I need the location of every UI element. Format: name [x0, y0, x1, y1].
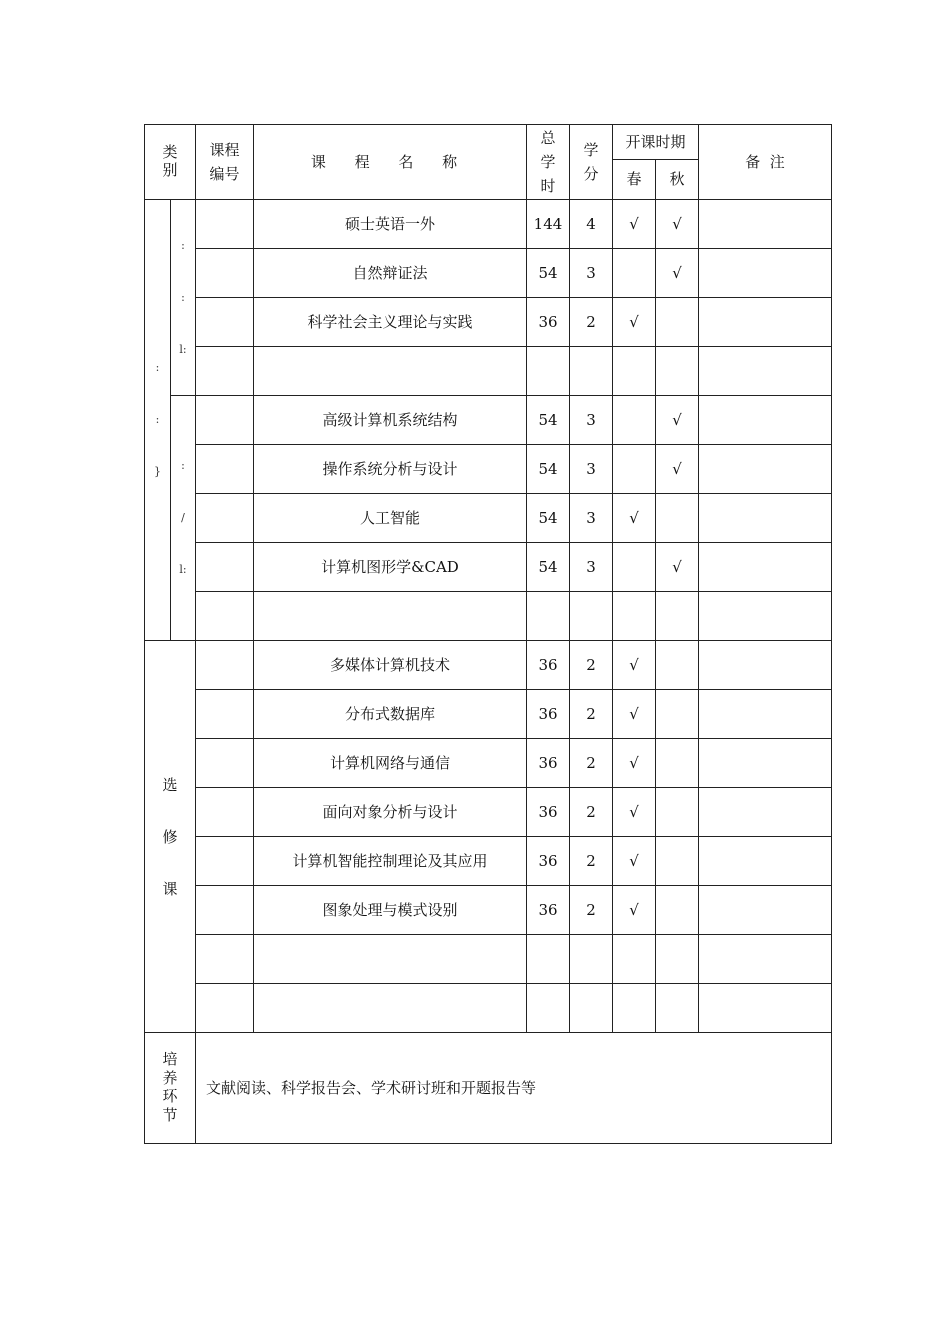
credits-text: 2 — [586, 900, 596, 919]
hours-text: 54 — [538, 263, 558, 282]
credits-text: 2 — [586, 753, 596, 772]
term-header: 开课时期 — [613, 125, 699, 160]
credits-text: 3 — [586, 508, 596, 527]
elective-label-char: 课 — [162, 879, 178, 898]
course-name-text: 计算机图形学&CAD — [321, 557, 459, 576]
spring-text: √ — [629, 508, 639, 527]
course-no-cell — [196, 984, 254, 1033]
course-no-cell — [196, 494, 254, 543]
course-no-cell — [196, 249, 254, 298]
credits-text: 2 — [586, 851, 596, 870]
spring-text: √ — [629, 802, 639, 821]
autumn-cell — [656, 298, 699, 347]
autumn-cell — [656, 886, 699, 935]
remarks-cell — [699, 298, 832, 347]
autumn-text: √ — [672, 459, 682, 478]
course-name-cell — [254, 200, 527, 249]
credits-cell — [570, 347, 613, 396]
course-name-text: 自然辩证法 — [352, 263, 428, 282]
spring-cell — [613, 984, 656, 1033]
hours-cell — [527, 690, 570, 739]
hours-cell — [527, 886, 570, 935]
remarks-cell — [699, 347, 832, 396]
remarks-cell — [699, 543, 832, 592]
spring-text: √ — [629, 851, 639, 870]
autumn-cell — [656, 592, 699, 641]
course-name-cell — [254, 494, 527, 543]
course-name-text: 面向对象分析与设计 — [322, 802, 458, 821]
hours-cell — [527, 347, 570, 396]
course-table — [144, 124, 832, 1144]
hours-text: 36 — [538, 753, 558, 772]
course-name-cell — [254, 249, 527, 298]
remarks-cell — [699, 249, 832, 298]
category-label-fragments — [171, 440, 195, 596]
remarks-cell — [699, 788, 832, 837]
course-no-cell — [196, 445, 254, 494]
credits-cell — [570, 445, 613, 494]
hours-cell — [527, 641, 570, 690]
hours-text: 36 — [538, 312, 558, 331]
table-row — [145, 298, 832, 347]
course-name-text: 分布式数据库 — [344, 704, 435, 723]
hours-cell — [527, 396, 570, 445]
course-name-cell — [254, 837, 527, 886]
hours-cell — [527, 788, 570, 837]
public-course-subcategory — [171, 200, 196, 396]
credits-text: 3 — [586, 557, 596, 576]
credits-cell — [570, 298, 613, 347]
course-no-header: 课程 编号 — [196, 125, 254, 200]
spring-cell — [613, 494, 656, 543]
table-row — [145, 445, 832, 494]
remarks-cell — [699, 396, 832, 445]
hours-cell — [527, 592, 570, 641]
course-name-text: 硕士英语一外 — [344, 214, 435, 233]
table-row — [145, 543, 832, 592]
course-no-cell — [196, 739, 254, 788]
course-no-cell — [196, 837, 254, 886]
remarks-cell — [699, 984, 832, 1033]
table-row — [145, 690, 832, 739]
degree-course-category — [145, 200, 171, 641]
category-label-fragments — [171, 220, 195, 376]
hours-cell — [527, 543, 570, 592]
autumn-cell — [656, 347, 699, 396]
course-name-text: 科学社会主义理论与实践 — [307, 312, 473, 331]
remarks-cell — [699, 445, 832, 494]
autumn-header: 秋 — [656, 160, 699, 200]
credits-text: 4 — [586, 214, 596, 233]
spring-text: √ — [629, 704, 639, 723]
credits-cell — [570, 543, 613, 592]
category-label-fragment: : — [181, 238, 185, 252]
credits-text: 3 — [586, 459, 596, 478]
spring-cell — [613, 347, 656, 396]
spring-cell — [613, 592, 656, 641]
autumn-cell — [656, 249, 699, 298]
course-name-text: 计算机网络与通信 — [329, 753, 450, 772]
course-no-cell — [196, 935, 254, 984]
course-no-cell — [196, 396, 254, 445]
training-label-cell — [145, 1033, 196, 1144]
autumn-text: √ — [672, 263, 682, 282]
credits-header: 学 分 — [570, 125, 613, 200]
credits-cell — [570, 886, 613, 935]
hours-cell — [527, 200, 570, 249]
spring-header: 春 — [613, 160, 656, 200]
credits-text: 2 — [586, 655, 596, 674]
course-name-cell — [254, 690, 527, 739]
autumn-cell — [656, 641, 699, 690]
category-label-fragment: : — [155, 413, 160, 426]
autumn-cell — [656, 200, 699, 249]
table-row — [145, 200, 832, 249]
course-name-cell — [254, 984, 527, 1033]
hours-cell — [527, 837, 570, 886]
hours-cell — [527, 298, 570, 347]
credits-cell — [570, 984, 613, 1033]
remarks-cell — [699, 739, 832, 788]
autumn-cell — [656, 543, 699, 592]
credits-cell — [570, 494, 613, 543]
course-no-cell — [196, 788, 254, 837]
table-row — [145, 886, 832, 935]
elective-label-char: 选 — [162, 775, 178, 794]
table-row — [145, 984, 832, 1033]
table-row — [145, 494, 832, 543]
course-name-cell — [254, 347, 527, 396]
course-no-cell — [196, 543, 254, 592]
spring-cell — [613, 298, 656, 347]
course-name-cell — [254, 935, 527, 984]
course-no-cell — [196, 347, 254, 396]
hours-cell — [527, 494, 570, 543]
hours-cell — [527, 445, 570, 494]
remarks-cell — [699, 935, 832, 984]
autumn-cell — [656, 788, 699, 837]
spring-cell — [613, 641, 656, 690]
course-name-cell — [254, 788, 527, 837]
spring-cell — [613, 690, 656, 739]
autumn-cell — [656, 690, 699, 739]
credits-cell — [570, 837, 613, 886]
hours-text: 36 — [538, 900, 558, 919]
spring-cell — [613, 935, 656, 984]
table-row — [145, 788, 832, 837]
training-row — [145, 1033, 832, 1144]
autumn-cell — [656, 494, 699, 543]
credits-cell — [570, 739, 613, 788]
credits-cell — [570, 396, 613, 445]
autumn-cell — [656, 739, 699, 788]
autumn-text: √ — [672, 410, 682, 429]
hours-text: 54 — [538, 459, 558, 478]
hours-text: 36 — [538, 704, 558, 723]
total-hours-header: 总 学 时 — [527, 125, 570, 200]
hours-text: 54 — [538, 410, 558, 429]
autumn-cell — [656, 935, 699, 984]
spring-text: √ — [629, 214, 639, 233]
course-name-cell — [254, 739, 527, 788]
category-label-fragment: : — [181, 290, 185, 304]
course-name-cell — [254, 886, 527, 935]
spring-cell — [613, 837, 656, 886]
table-row — [145, 739, 832, 788]
course-name-header: 课 程 名 称 — [254, 125, 527, 200]
elective-category — [145, 641, 196, 1033]
course-no-cell — [196, 298, 254, 347]
remarks-header: 备 注 — [699, 125, 832, 200]
training-content: 文献阅读、科学报告会、学术研讨班和开题报告等 — [206, 1078, 537, 1097]
course-no-cell — [196, 886, 254, 935]
category-label-fragment: l: — [179, 342, 187, 356]
category-label-fragment: l: — [179, 563, 187, 576]
category-label-fragment: : — [181, 459, 185, 472]
autumn-cell — [656, 445, 699, 494]
course-name-cell — [254, 641, 527, 690]
table-row — [145, 249, 832, 298]
credits-cell — [570, 592, 613, 641]
spring-cell — [613, 396, 656, 445]
elective-label-char: 修 — [162, 827, 178, 846]
course-no-cell — [196, 690, 254, 739]
spring-cell — [613, 200, 656, 249]
spring-cell — [613, 739, 656, 788]
course-no-cell — [196, 641, 254, 690]
remarks-cell — [699, 690, 832, 739]
autumn-cell — [656, 837, 699, 886]
table-row — [145, 347, 832, 396]
spring-text: √ — [629, 900, 639, 919]
category-label-fragment: / — [181, 511, 185, 524]
category-header: 类 别 — [145, 125, 196, 200]
header-row — [145, 125, 832, 160]
remarks-cell — [699, 837, 832, 886]
course-name-cell — [254, 592, 527, 641]
remarks-cell — [699, 886, 832, 935]
credits-cell — [570, 200, 613, 249]
major-course-subcategory — [171, 396, 196, 641]
training-label: 培养环节 — [162, 1049, 178, 1125]
course-name-cell — [254, 298, 527, 347]
hours-text: 36 — [538, 802, 558, 821]
hours-text: 36 — [538, 655, 558, 674]
hours-cell — [527, 984, 570, 1033]
course-name-text: 图象处理与模式设别 — [322, 900, 458, 919]
hours-cell — [527, 249, 570, 298]
remarks-cell — [699, 200, 832, 249]
hours-text: 54 — [538, 508, 558, 527]
hours-cell — [527, 739, 570, 788]
course-no-cell — [196, 200, 254, 249]
credits-text: 2 — [586, 312, 596, 331]
hours-cell — [527, 935, 570, 984]
course-name-cell — [254, 543, 527, 592]
spring-text: √ — [629, 312, 639, 331]
remarks-cell — [699, 494, 832, 543]
autumn-cell — [656, 396, 699, 445]
category-label-fragment: : — [155, 361, 160, 374]
spring-cell — [613, 445, 656, 494]
course-name-text: 高级计算机系统结构 — [322, 410, 458, 429]
spring-cell — [613, 788, 656, 837]
course-name-text: 人工智能 — [359, 508, 420, 527]
table-row — [145, 641, 832, 690]
credits-text: 3 — [586, 263, 596, 282]
remarks-cell — [699, 641, 832, 690]
course-name-cell — [254, 396, 527, 445]
credits-text: 3 — [586, 410, 596, 429]
autumn-text: √ — [672, 557, 682, 576]
spring-cell — [613, 886, 656, 935]
table-row — [145, 396, 832, 445]
spring-cell — [613, 249, 656, 298]
autumn-text: √ — [672, 214, 682, 233]
course-name-text: 操作系统分析与设计 — [322, 459, 458, 478]
table-row — [145, 837, 832, 886]
hours-text: 144 — [533, 214, 563, 233]
credits-cell — [570, 641, 613, 690]
category-label-fragments — [145, 342, 170, 498]
credits-cell — [570, 249, 613, 298]
course-no-cell — [196, 592, 254, 641]
table-row — [145, 935, 832, 984]
credits-cell — [570, 690, 613, 739]
hours-text: 36 — [538, 851, 558, 870]
spring-text: √ — [629, 655, 639, 674]
spring-text: √ — [629, 753, 639, 772]
credits-text: 2 — [586, 704, 596, 723]
course-name-cell — [254, 445, 527, 494]
table-row — [145, 592, 832, 641]
credits-text: 2 — [586, 802, 596, 821]
hours-text: 54 — [538, 557, 558, 576]
remarks-cell — [699, 592, 832, 641]
course-name-text: 多媒体计算机技术 — [329, 655, 450, 674]
course-name-text: 计算机智能控制理论及其应用 — [292, 851, 488, 870]
spring-cell — [613, 543, 656, 592]
training-content-cell — [196, 1033, 832, 1144]
credits-cell — [570, 935, 613, 984]
credits-cell — [570, 788, 613, 837]
category-label-fragment: } — [154, 465, 161, 478]
autumn-cell — [656, 984, 699, 1033]
